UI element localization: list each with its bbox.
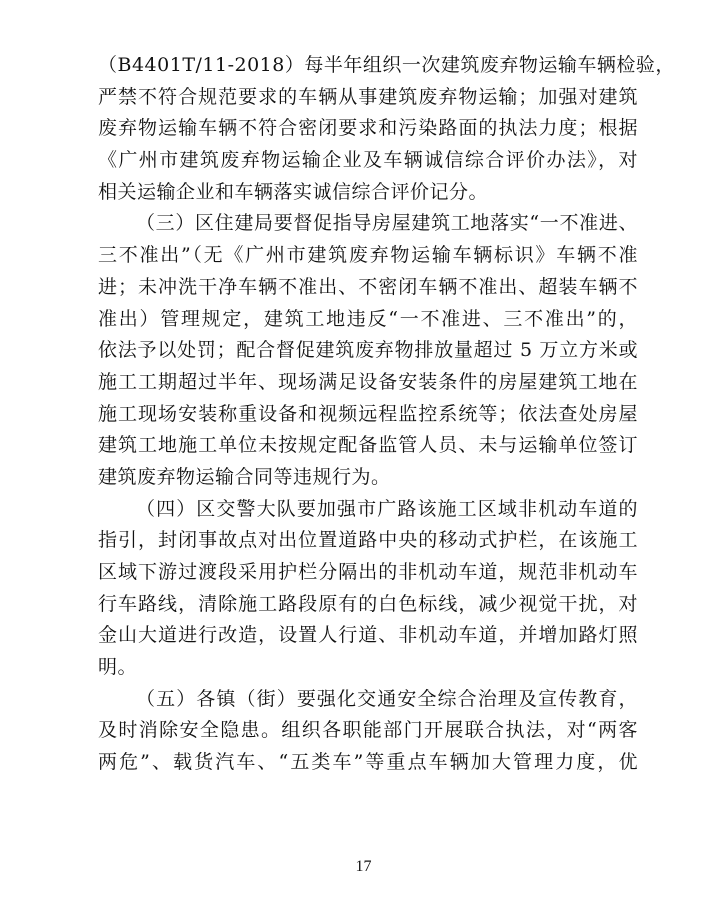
text-line: （B4401T/11-2018）每半年组织一次建筑废弃物运输车辆检验，	[98, 54, 675, 76]
text-line: 明。	[98, 656, 138, 679]
text-line: 《广州市建筑废弃物运输企业及车辆诚信综合评价办法》，对	[98, 149, 638, 172]
text-line: 及时消除安全隐患。组织各职能部门开展联合执法，对“两客	[98, 719, 638, 742]
text-line: 区域下游过渡段采用护栏分隔出的非机动车道，规范非机动车	[98, 561, 638, 583]
text-line: 行车路线，清除施工路段原有的白色标线，减少视觉干扰，对	[98, 592, 638, 615]
text-line: 施工现场安装称重设备和视频远程监控系统等；依法查处房屋	[98, 402, 638, 425]
text-line: （三）区住建局要督促指导房屋建筑工地落实“一不准进、	[136, 212, 638, 235]
text-line: 相关运输企业和车辆落实诚信综合评价记分。	[98, 180, 489, 203]
page-number: 17	[355, 858, 372, 875]
text-line: 依法予以处罚；配合督促建筑废弃物排放量超过 5 万立方米或	[98, 339, 638, 362]
text-line: 三不准出”（无《广州市建筑废弃物运输车辆标识》车辆不准	[98, 244, 638, 267]
text-line: 严禁不符合规范要求的车辆从事建筑废弃物运输；加强对建筑	[98, 85, 638, 108]
text-line: 建筑废弃物运输合同等违规行为。	[98, 465, 391, 488]
text-line: （四）区交警大队要加强市广路该施工区域非机动车道的	[136, 497, 638, 520]
text-line: 废弃物运输车辆不符合密闭要求和污染路面的执法力度；根据	[98, 117, 638, 140]
text-line: 建筑工地施工单位未按规定配备监管人员、未与运输单位签订	[98, 434, 638, 457]
text-line: 进；未冲洗干净车辆不准出、不密闭车辆不准出、超装车辆不	[98, 275, 638, 298]
text-line: 金山大道进行改造，设置人行道、非机动车道，并增加路灯照	[98, 624, 638, 647]
text-line: （五）各镇（街）要强化交通安全综合治理及宣传教育，	[136, 687, 638, 710]
text-line: 准出）管理规定，建筑工地违反“一不准进、三不准出”的，	[98, 307, 638, 330]
text-line: 指引，封闭事故点对出位置道路中央的移动式护栏，在该施工	[98, 529, 638, 552]
text-line: 两危”、载货汽车、“五类车”等重点车辆加大管理力度，优	[98, 751, 638, 774]
text-line: 施工工期超过半年、现场满足设备安装条件的房屋建筑工地在	[98, 370, 638, 393]
body-text	[98, 50, 675, 779]
